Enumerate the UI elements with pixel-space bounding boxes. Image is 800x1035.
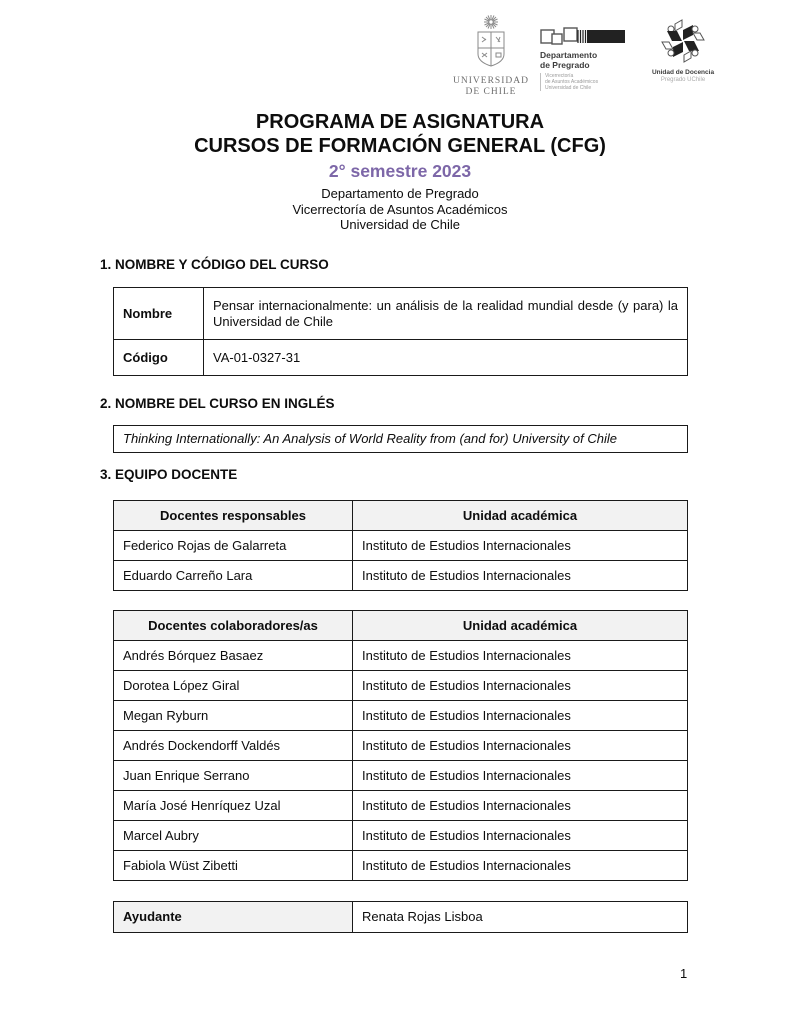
unidad-cell: Instituto de Estudios Internacionales xyxy=(353,730,688,760)
pregrado-logo-line1: Departamento xyxy=(540,50,598,60)
section3-heading: 3. EQUIPO DOCENTE xyxy=(100,466,238,482)
title-block xyxy=(100,110,700,233)
pregrado-logo xyxy=(540,27,630,91)
english-name-box: Thinking Internationally: An Analysis of World Reality from (and for) University of Chile xyxy=(113,425,688,453)
table-row xyxy=(114,730,688,760)
unidad-header-cell: Unidad académica xyxy=(353,610,688,640)
uchile-logo-text xyxy=(452,76,530,98)
section1-heading: 1. NOMBRE Y CÓDIGO DEL CURSO xyxy=(100,256,329,272)
org-lines xyxy=(100,186,700,233)
unidad-cell: Instituto de Estudios Internacionales xyxy=(353,790,688,820)
unidad-header-cell: Unidad académica xyxy=(353,500,688,530)
docente-name-cell: Juan Enrique Serrano xyxy=(114,760,353,790)
nombre-value-cell: Pensar internacionalmente: un análisis de la realidad mundial desde (y para) la Universidad de Chile xyxy=(204,287,688,339)
docente-name-cell: Eduardo Carreño Lara xyxy=(114,560,353,590)
uchile-crest-icon xyxy=(462,13,520,75)
section2-heading: 2. NOMBRE DEL CURSO EN INGLÉS xyxy=(100,395,335,411)
docencia-pinwheel-icon xyxy=(657,17,709,67)
docente-name-cell: Megan Ryburn xyxy=(114,700,353,730)
responsables-header-cell: Docentes responsables xyxy=(114,500,353,530)
docente-name-cell: Fabiola Wüst Zibetti xyxy=(114,850,353,880)
table-row-nombre xyxy=(114,287,688,339)
uchile-logo xyxy=(452,13,530,98)
codigo-value-cell: VA-01-0327-31 xyxy=(204,339,688,375)
table-row xyxy=(114,790,688,820)
table-row xyxy=(114,760,688,790)
docencia-logo-line2: Pregrado UChile xyxy=(660,77,706,83)
uchile-logo-line2: DE CHILE xyxy=(465,87,517,97)
ayudante-label-cell: Ayudante xyxy=(114,901,353,932)
table-row-codigo xyxy=(114,339,688,375)
table-row xyxy=(114,530,688,560)
unidad-cell: Instituto de Estudios Internacionales xyxy=(353,670,688,700)
unidad-cell: Instituto de Estudios Internacionales xyxy=(353,820,688,850)
codigo-label-cell: Código xyxy=(114,339,204,375)
table-row xyxy=(114,700,688,730)
table-header-row xyxy=(114,610,688,640)
course-name-code-table xyxy=(113,287,688,376)
unidad-cell: Instituto de Estudios Internacionales xyxy=(353,640,688,670)
semester-subtitle: 2° semestre 2023 xyxy=(328,161,472,181)
table-row xyxy=(114,820,688,850)
docentes-responsables-table xyxy=(113,500,688,591)
document-title-line2: CURSOS DE FORMACIÓN GENERAL (CFG) xyxy=(194,135,606,157)
pregrado-squares-icon xyxy=(540,27,626,47)
pregrado-logo-line2: de Pregrado xyxy=(540,60,590,70)
table-row xyxy=(114,560,688,590)
nombre-label-cell: Nombre xyxy=(114,287,204,339)
docente-name-cell: Andrés Bórquez Basaez xyxy=(114,640,353,670)
org-line-universidad: Universidad de Chile xyxy=(340,217,460,232)
unidad-cell: Instituto de Estudios Internacionales xyxy=(353,850,688,880)
pregrado-logo-subtext: Vicerrectoría de Asuntos Académicos Universidad de Chile xyxy=(540,73,630,91)
docente-name-cell: Dorotea López Giral xyxy=(114,670,353,700)
docentes-colaboradores-table xyxy=(113,610,688,881)
unidad-cell: Instituto de Estudios Internacionales xyxy=(353,560,688,590)
document-title-line1: PROGRAMA DE ASIGNATURA xyxy=(255,111,545,133)
org-line-departamento: Departamento de Pregrado xyxy=(321,186,479,201)
header-logos xyxy=(452,13,726,98)
ayudante-value-cell: Renata Rojas Lisboa xyxy=(353,901,688,932)
unidad-cell: Instituto de Estudios Internacionales xyxy=(353,700,688,730)
table-row xyxy=(114,670,688,700)
org-line-vicerrectoria: Vicerrectoría de Asuntos Académicos xyxy=(292,201,508,217)
table-header-row xyxy=(114,500,688,530)
uchile-logo-line1: UNIVERSIDAD xyxy=(453,76,529,86)
docencia-logo-line1: Unidad de Docencia xyxy=(651,69,715,76)
table-row xyxy=(114,901,688,932)
ayudante-table xyxy=(113,901,688,933)
page-number: 1 xyxy=(680,966,688,981)
docente-name-cell: María José Henríquez Uzal xyxy=(114,790,353,820)
table-row xyxy=(114,850,688,880)
unidad-cell: Instituto de Estudios Internacionales xyxy=(353,530,688,560)
docente-name-cell: Andrés Dockendorff Valdés xyxy=(114,730,353,760)
colaboradores-header-cell: Docentes colaboradores/as xyxy=(114,610,353,640)
docente-name-cell: Marcel Aubry xyxy=(114,820,353,850)
table-row xyxy=(114,640,688,670)
docente-name-cell: Federico Rojas de Galarreta xyxy=(114,530,353,560)
unidad-cell: Instituto de Estudios Internacionales xyxy=(353,760,688,790)
pregrado-logo-text xyxy=(540,50,630,70)
docencia-logo xyxy=(640,17,726,84)
